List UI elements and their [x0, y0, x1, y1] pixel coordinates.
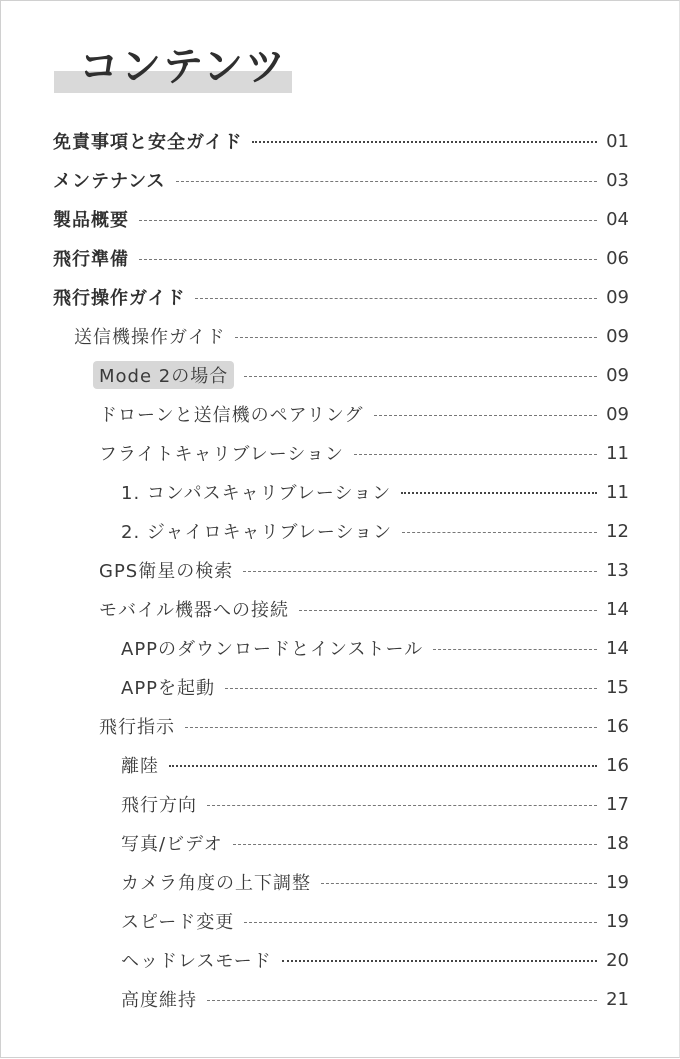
- toc-entry[interactable]: [121, 867, 629, 897]
- toc-entry[interactable]: [121, 516, 629, 546]
- toc-entry-label: 高度維持: [121, 990, 197, 1011]
- toc-page-number: 18: [606, 832, 629, 854]
- toc-leader-dots: [207, 1000, 597, 1001]
- toc-entry-label: スピード変更: [121, 912, 235, 933]
- toc-page-number: 19: [606, 871, 629, 893]
- toc-leader-dots: [299, 610, 597, 611]
- toc-entry-label: 飛行準備: [53, 249, 129, 270]
- toc-leader-dots: [244, 376, 597, 377]
- toc-leader-dots: [401, 492, 597, 494]
- toc-entry-label: 送信機操作ガイド: [74, 327, 226, 348]
- toc-page-number: 16: [606, 715, 629, 737]
- toc-page-number: 03: [606, 169, 629, 191]
- toc-leader-dots: [282, 960, 597, 962]
- toc-entry[interactable]: [121, 984, 629, 1014]
- toc-entry-label: 飛行操作ガイド: [53, 288, 186, 309]
- toc-page-number: 09: [606, 403, 629, 425]
- toc-leader-dots: [433, 649, 597, 650]
- toc-entry-label: ヘッドレスモード: [121, 951, 272, 972]
- toc-page-number: 09: [606, 286, 629, 308]
- toc-entry[interactable]: [74, 321, 629, 351]
- toc-page-number: 11: [606, 481, 629, 503]
- toc-page-number: 09: [606, 325, 629, 347]
- toc-entry[interactable]: [99, 711, 629, 741]
- toc-entry[interactable]: [53, 204, 629, 234]
- toc-page-number: 14: [606, 637, 629, 659]
- toc-entry-label: フライトキャリブレーション: [99, 444, 345, 465]
- toc-entry[interactable]: [121, 828, 629, 858]
- toc-page-number: 14: [606, 598, 629, 620]
- toc-page-number: 19: [606, 910, 629, 932]
- toc-entry[interactable]: [121, 945, 629, 975]
- toc-leader-dots: [244, 922, 597, 923]
- table-of-contents: [1, 1, 680, 1059]
- toc-leader-dots: [402, 532, 597, 533]
- toc-page-number: 01: [606, 130, 629, 152]
- toc-page-number: 20: [606, 949, 629, 971]
- toc-page-number: 09: [606, 364, 629, 386]
- toc-leader-dots: [195, 298, 597, 299]
- toc-leader-dots: [243, 571, 597, 572]
- toc-entry-label: 2. ジャイロキャリブレーション: [121, 522, 393, 543]
- toc-entry[interactable]: [121, 633, 629, 663]
- toc-entry-label: 写真/ビデオ: [121, 834, 223, 855]
- toc-entry[interactable]: [53, 126, 629, 156]
- toc-page-number: 06: [606, 247, 629, 269]
- toc-entry[interactable]: [121, 672, 629, 702]
- toc-entry-label: 離陸: [121, 756, 159, 777]
- toc-page-number: 17: [606, 793, 629, 815]
- toc-entry-label: 飛行方向: [121, 795, 197, 816]
- toc-entry-label: ドローンと送信機のペアリング: [99, 405, 364, 426]
- toc-entry[interactable]: [99, 594, 629, 624]
- toc-entry-label: 免責事項と安全ガイド: [53, 132, 243, 153]
- toc-page-number: 21: [606, 988, 629, 1010]
- toc-page-number: 12: [606, 520, 629, 542]
- toc-entry[interactable]: [99, 555, 629, 585]
- toc-entry-label: 1. コンパスキャリブレーション: [121, 483, 392, 504]
- toc-leader-dots: [139, 259, 597, 260]
- toc-entry[interactable]: [53, 282, 629, 312]
- toc-entry-label: 飛行指示: [99, 717, 175, 738]
- toc-entry[interactable]: [53, 243, 629, 273]
- toc-page-number: 11: [606, 442, 629, 464]
- toc-leader-dots: [185, 727, 597, 728]
- toc-entry-label: 製品概要: [53, 210, 129, 231]
- toc-page-number: 16: [606, 754, 629, 776]
- toc-page-number: 13: [606, 559, 629, 581]
- toc-leader-dots: [169, 765, 597, 767]
- toc-entry[interactable]: [121, 906, 629, 936]
- toc-entry[interactable]: [99, 438, 629, 468]
- page-title: コンテンツ: [79, 44, 287, 90]
- toc-leader-dots: [176, 181, 597, 182]
- toc-entry[interactable]: [53, 165, 629, 195]
- toc-entry-label: GPS衛星の検索: [99, 561, 234, 582]
- toc-entry-label: モバイル機器への接続: [99, 600, 289, 621]
- toc-leader-dots: [354, 454, 597, 455]
- toc-page-number: 15: [606, 676, 629, 698]
- toc-entry-label: APPのダウンロードとインストール: [121, 639, 424, 660]
- toc-leader-dots: [374, 415, 597, 416]
- toc-leader-dots: [207, 805, 597, 806]
- toc-entry[interactable]: [121, 750, 629, 780]
- toc-entry[interactable]: [99, 399, 629, 429]
- toc-leader-dots: [252, 141, 597, 143]
- toc-entry[interactable]: [121, 789, 629, 819]
- toc-leader-dots: [139, 220, 597, 221]
- toc-leader-dots: [321, 883, 597, 884]
- toc-leader-dots: [235, 337, 597, 338]
- toc-entry-label: APPを起動: [121, 678, 216, 699]
- toc-entry[interactable]: [121, 477, 629, 507]
- toc-entry-label: Mode 2の場合: [93, 361, 234, 389]
- toc-page-number: 04: [606, 208, 629, 230]
- toc-entry-label: カメラ角度の上下調整: [121, 873, 311, 894]
- toc-entry-label: メンテナンス: [53, 171, 166, 192]
- toc-entry[interactable]: [99, 360, 629, 390]
- toc-leader-dots: [225, 688, 597, 689]
- toc-leader-dots: [233, 844, 597, 845]
